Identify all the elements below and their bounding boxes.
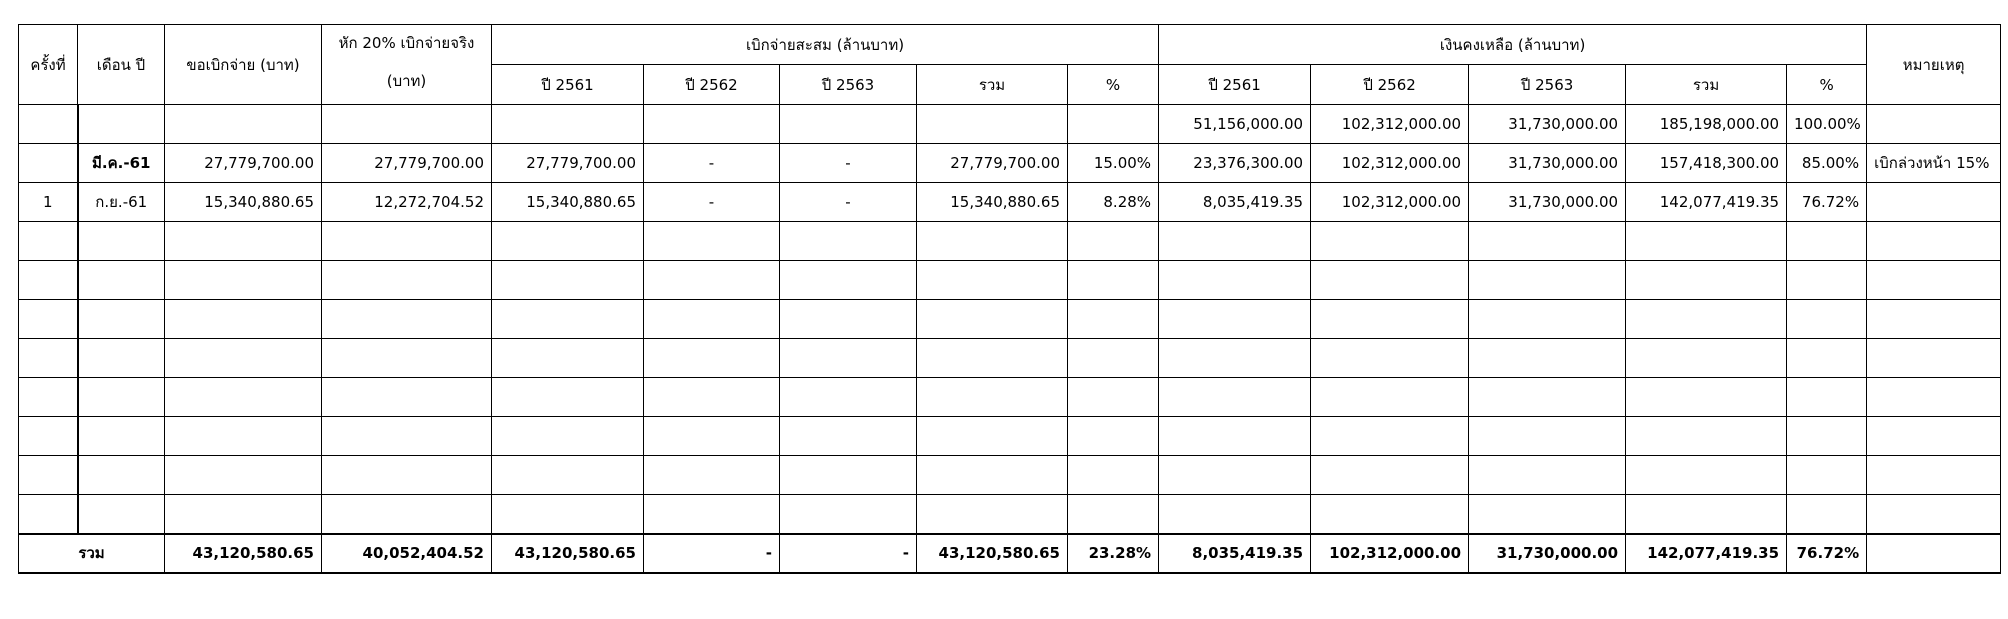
empty-cell — [492, 495, 644, 534]
empty-cell — [165, 300, 322, 339]
empty-cell — [78, 339, 165, 378]
cell-rem-2561: 51,156,000.00 — [1159, 105, 1311, 144]
empty-cell — [322, 300, 492, 339]
table-row — [19, 222, 2001, 261]
empty-cell — [1867, 300, 2001, 339]
empty-cell — [492, 456, 644, 495]
cell-rem-2562: 102,312,000.00 — [1311, 183, 1469, 222]
header-deduct-bottom: (บาท) — [386, 72, 427, 90]
empty-cell — [1787, 456, 1867, 495]
empty-cell — [1311, 300, 1469, 339]
header-round: ครั้งที่ — [19, 25, 78, 105]
cell-cum-2561: 27,779,700.00 — [492, 144, 644, 183]
cell-request — [165, 105, 322, 144]
cell-request: 15,340,880.65 — [165, 183, 322, 222]
empty-cell — [780, 261, 917, 300]
table-row — [19, 300, 2001, 339]
cell-cum-percent: 8.28% — [1068, 183, 1159, 222]
empty-cell — [1068, 261, 1159, 300]
empty-cell — [1068, 495, 1159, 534]
empty-cell — [19, 261, 78, 300]
total-rem-percent: 76.72% — [1787, 534, 1867, 573]
table-row — [19, 456, 2001, 495]
empty-cell — [322, 222, 492, 261]
cell-cum-percent — [1068, 105, 1159, 144]
header-rem-percent: % — [1787, 65, 1867, 105]
disbursement-sheet — [18, 24, 2001, 574]
cell-month — [78, 105, 165, 144]
empty-cell — [165, 495, 322, 534]
cell-rem-2561: 8,035,419.35 — [1159, 183, 1311, 222]
cell-cum-2562 — [644, 105, 780, 144]
empty-cell — [1469, 222, 1626, 261]
empty-cell — [19, 456, 78, 495]
empty-cell — [1787, 495, 1867, 534]
empty-cell — [644, 339, 780, 378]
empty-cell — [1787, 261, 1867, 300]
empty-cell — [1469, 339, 1626, 378]
empty-cell — [1068, 222, 1159, 261]
total-cum-2562: - — [644, 534, 780, 573]
cell-cum-2562: - — [644, 183, 780, 222]
cell-rem-2562: 102,312,000.00 — [1311, 144, 1469, 183]
cell-month: มี.ค.-61 — [78, 144, 165, 183]
cell-cum-2561: 15,340,880.65 — [492, 183, 644, 222]
empty-cell — [644, 417, 780, 456]
empty-cell — [780, 339, 917, 378]
empty-cell — [780, 222, 917, 261]
empty-cell — [492, 417, 644, 456]
empty-cell — [19, 417, 78, 456]
empty-cell — [1469, 495, 1626, 534]
table-row — [19, 417, 2001, 456]
empty-cell — [1626, 222, 1787, 261]
total-remark — [1867, 534, 2001, 573]
empty-cell — [1311, 495, 1469, 534]
empty-cell — [19, 495, 78, 534]
table-row — [19, 339, 2001, 378]
table-row — [19, 261, 2001, 300]
header-rem-2563: ปี 2563 — [1469, 65, 1626, 105]
empty-cell — [780, 456, 917, 495]
header-remaining-group: เงินคงเหลือ (ล้านบาท) — [1159, 25, 1867, 65]
empty-cell — [1159, 339, 1311, 378]
empty-cell — [644, 222, 780, 261]
header-cum-2563: ปี 2563 — [780, 65, 917, 105]
total-cum-2561: 43,120,580.65 — [492, 534, 644, 573]
empty-cell — [1469, 456, 1626, 495]
table-row — [19, 105, 2001, 144]
empty-cell — [1787, 300, 1867, 339]
total-rem-2563: 31,730,000.00 — [1469, 534, 1626, 573]
empty-cell — [1469, 378, 1626, 417]
header-rem-total: รวม — [1626, 65, 1787, 105]
cell-cum-2563 — [780, 105, 917, 144]
empty-cell — [1311, 261, 1469, 300]
header-remark: หมายเหตุ — [1867, 25, 2001, 105]
table-row — [19, 183, 2001, 222]
header-row-1 — [19, 25, 2001, 65]
empty-cell — [1068, 378, 1159, 417]
cell-cum-2562: - — [644, 144, 780, 183]
empty-cell — [1626, 300, 1787, 339]
empty-cell — [492, 261, 644, 300]
total-rem-2561: 8,035,419.35 — [1159, 534, 1311, 573]
cell-rem-2563: 31,730,000.00 — [1469, 183, 1626, 222]
empty-cell — [492, 339, 644, 378]
header-cum-2562: ปี 2562 — [644, 65, 780, 105]
empty-cell — [1787, 417, 1867, 456]
header-cum-2561: ปี 2561 — [492, 65, 644, 105]
empty-cell — [1867, 417, 2001, 456]
empty-cell — [492, 378, 644, 417]
empty-cell — [19, 300, 78, 339]
header-deduct — [322, 25, 492, 105]
cell-request: 27,779,700.00 — [165, 144, 322, 183]
total-request: 43,120,580.65 — [165, 534, 322, 573]
header-deduct-top: หัก 20% เบิกจ่ายจริง — [338, 34, 475, 52]
total-cum-total: 43,120,580.65 — [917, 534, 1068, 573]
empty-cell — [322, 261, 492, 300]
cell-cum-total: 15,340,880.65 — [917, 183, 1068, 222]
empty-cell — [1867, 261, 2001, 300]
empty-cell — [780, 495, 917, 534]
cell-month: ก.ย.-61 — [78, 183, 165, 222]
empty-cell — [19, 378, 78, 417]
cell-deduct — [322, 105, 492, 144]
empty-cell — [78, 300, 165, 339]
empty-cell — [165, 417, 322, 456]
empty-cell — [644, 378, 780, 417]
header-rem-2562: ปี 2562 — [1311, 65, 1469, 105]
cell-rem-2562: 102,312,000.00 — [1311, 105, 1469, 144]
empty-cell — [165, 261, 322, 300]
cell-rem-2563: 31,730,000.00 — [1469, 144, 1626, 183]
empty-cell — [165, 222, 322, 261]
empty-cell — [1068, 456, 1159, 495]
empty-cell — [78, 378, 165, 417]
empty-cell — [1159, 300, 1311, 339]
empty-cell — [492, 300, 644, 339]
empty-cell — [1867, 456, 2001, 495]
empty-cell — [1159, 417, 1311, 456]
table-row — [19, 378, 2001, 417]
header-rem-2561: ปี 2561 — [1159, 65, 1311, 105]
empty-cell — [644, 261, 780, 300]
cell-cum-total: 27,779,700.00 — [917, 144, 1068, 183]
total-cum-percent: 23.28% — [1068, 534, 1159, 573]
empty-cell — [644, 456, 780, 495]
cell-cum-total — [917, 105, 1068, 144]
empty-cell — [1311, 378, 1469, 417]
empty-cell — [1626, 417, 1787, 456]
cell-deduct: 27,779,700.00 — [322, 144, 492, 183]
empty-cell — [1068, 417, 1159, 456]
empty-cell — [644, 300, 780, 339]
header-month-year: เดือน ปี — [78, 25, 165, 105]
cell-remark: เบิกล่วงหน้า 15% — [1867, 144, 2001, 183]
cell-cum-percent: 15.00% — [1068, 144, 1159, 183]
empty-cell — [917, 222, 1068, 261]
empty-cell — [1159, 222, 1311, 261]
empty-cell — [78, 222, 165, 261]
cell-rem-2561: 23,376,300.00 — [1159, 144, 1311, 183]
empty-cell — [1867, 495, 2001, 534]
cell-deduct: 12,272,704.52 — [322, 183, 492, 222]
total-rem-2562: 102,312,000.00 — [1311, 534, 1469, 573]
total-label: รวม — [19, 534, 165, 573]
disbursement-table — [18, 24, 2001, 574]
cell-round: 1 — [19, 183, 78, 222]
empty-cell — [1311, 456, 1469, 495]
empty-cell — [1626, 456, 1787, 495]
empty-cell — [1311, 222, 1469, 261]
empty-cell — [1311, 417, 1469, 456]
empty-cell — [1469, 300, 1626, 339]
empty-cell — [1867, 378, 2001, 417]
empty-cell — [780, 417, 917, 456]
empty-cell — [1626, 495, 1787, 534]
empty-cell — [917, 456, 1068, 495]
empty-cell — [1787, 339, 1867, 378]
empty-cell — [322, 417, 492, 456]
cell-remark — [1867, 105, 2001, 144]
empty-cell — [917, 300, 1068, 339]
empty-cell — [1068, 300, 1159, 339]
empty-cell — [322, 495, 492, 534]
total-deduct: 40,052,404.52 — [322, 534, 492, 573]
empty-cell — [1787, 222, 1867, 261]
empty-cell — [917, 261, 1068, 300]
empty-cell — [78, 495, 165, 534]
empty-cell — [78, 261, 165, 300]
empty-cell — [917, 495, 1068, 534]
empty-cell — [1626, 261, 1787, 300]
cell-round — [19, 105, 78, 144]
empty-cell — [1626, 378, 1787, 417]
empty-cell — [78, 417, 165, 456]
empty-cell — [780, 300, 917, 339]
cell-rem-total: 142,077,419.35 — [1626, 183, 1787, 222]
empty-cell — [1787, 378, 1867, 417]
cell-cum-2563: - — [780, 183, 917, 222]
empty-cell — [165, 378, 322, 417]
empty-cell — [644, 495, 780, 534]
header-cum-percent: % — [1068, 65, 1159, 105]
header-cum-total: รวม — [917, 65, 1068, 105]
empty-cell — [165, 456, 322, 495]
empty-cell — [322, 378, 492, 417]
cell-remark — [1867, 183, 2001, 222]
empty-cell — [1867, 222, 2001, 261]
empty-cell — [1159, 261, 1311, 300]
empty-cell — [917, 339, 1068, 378]
total-rem-total: 142,077,419.35 — [1626, 534, 1787, 573]
cell-round — [19, 144, 78, 183]
empty-cell — [78, 456, 165, 495]
empty-cell — [1469, 261, 1626, 300]
cell-rem-percent: 85.00% — [1787, 144, 1867, 183]
total-row — [19, 534, 2001, 573]
table-row — [19, 144, 2001, 183]
empty-cell — [1867, 339, 2001, 378]
cell-cum-2561 — [492, 105, 644, 144]
empty-cell — [917, 417, 1068, 456]
empty-cell — [1159, 378, 1311, 417]
cell-cum-2563: - — [780, 144, 917, 183]
table-row — [19, 495, 2001, 534]
empty-cell — [780, 378, 917, 417]
empty-cell — [1068, 339, 1159, 378]
empty-cell — [1311, 339, 1469, 378]
cell-rem-total: 185,198,000.00 — [1626, 105, 1787, 144]
empty-cell — [1159, 456, 1311, 495]
total-cum-2563: - — [780, 534, 917, 573]
empty-cell — [165, 339, 322, 378]
cell-rem-percent: 76.72% — [1787, 183, 1867, 222]
cell-rem-2563: 31,730,000.00 — [1469, 105, 1626, 144]
empty-cell — [19, 339, 78, 378]
empty-cell — [1469, 417, 1626, 456]
header-cumulative-group: เบิกจ่ายสะสม (ล้านบาท) — [492, 25, 1159, 65]
empty-cell — [1159, 495, 1311, 534]
empty-cell — [322, 339, 492, 378]
empty-cell — [1626, 339, 1787, 378]
empty-cell — [322, 456, 492, 495]
cell-rem-total: 157,418,300.00 — [1626, 144, 1787, 183]
empty-cell — [19, 222, 78, 261]
cell-rem-percent: 100.00% — [1787, 105, 1867, 144]
header-request: ขอเบิกจ่าย (บาท) — [165, 25, 322, 105]
empty-cell — [917, 378, 1068, 417]
empty-cell — [492, 222, 644, 261]
